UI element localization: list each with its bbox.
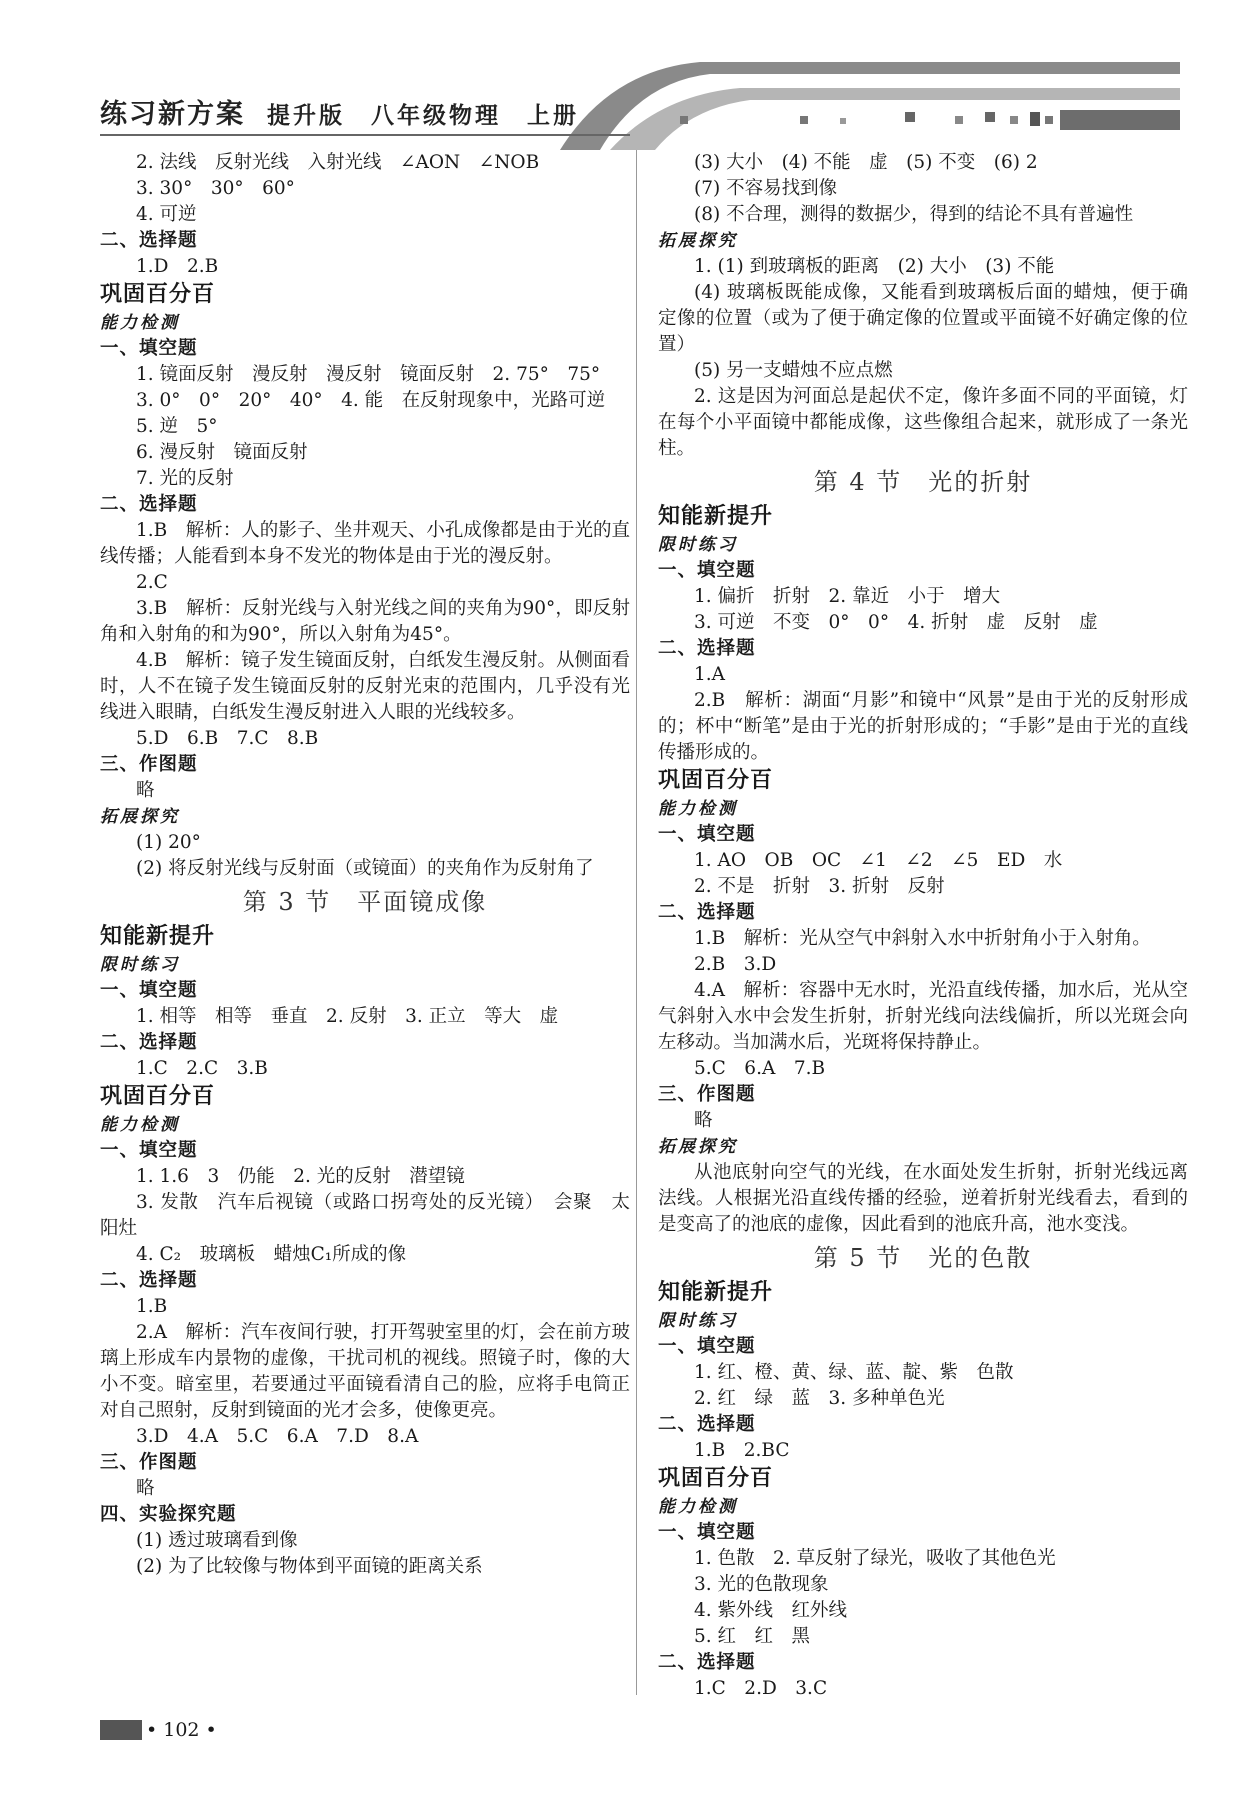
answer-line: 3. 30° 30° 60° (136, 178, 295, 199)
answer-line: 1. 1.6 3 仍能 2. 光的反射 潜望镜 (136, 1166, 465, 1187)
answer-line: 1.C 2.D 3.C (694, 1678, 828, 1699)
block-heading: 知能新提升 (658, 1280, 774, 1305)
section-heading (658, 1238, 1188, 1278)
answer-line: 5. 红 红 黑 (694, 1626, 811, 1647)
answer-line: 1.A (694, 664, 726, 685)
answer-line: (2) 为了比较像与物体到平面镜的距离关系 (136, 1556, 483, 1577)
question-type-heading: 一、填空题 (100, 1140, 198, 1161)
left-column (100, 150, 630, 1580)
question-type-heading: 一、填空题 (658, 560, 756, 581)
answer-line: 2. 不是 折射 3. 折射 反射 (694, 876, 945, 897)
subsection-heading: 拓展探究 (658, 231, 738, 251)
question-type-heading: 三、作图题 (100, 1452, 198, 1473)
book-subtitle: 提升版 八年级物理 上册 (267, 102, 579, 129)
answer-line: 1.B 解析：光从空气中斜射入水中折射角小于入射角。 (694, 928, 1151, 949)
footer-bar (100, 1720, 142, 1740)
question-type-heading: 一、填空题 (658, 1522, 756, 1543)
answer-line: 1.D 2.B (136, 256, 219, 277)
answer-line: 4. 紫外线 红外线 (694, 1600, 848, 1621)
answer-paragraph: 从池底射向空气的光线，在水面处发生折射，折射光线远离法线。人根据光沿直线传播的经验，逆着折射光线看去，看到的是变高了的池底的虚像，因此看到的池底升高，池水变浅。 (658, 1162, 1188, 1235)
section-heading (100, 882, 630, 922)
answer-line: (7) 不容易找到像 (694, 178, 838, 199)
right-column (658, 150, 1188, 1702)
question-type-heading: 二、选择题 (100, 1032, 198, 1053)
subsection-heading: 能力检测 (100, 313, 180, 333)
question-type-heading: 三、作图题 (100, 754, 198, 775)
header-rule (100, 134, 630, 136)
answer-line: 3. 光的色散现象 (694, 1574, 829, 1595)
section-title: 光的折射 (928, 468, 1033, 496)
answer-line: 3. 0° 0° 20° 40° 4. 能 在反射现象中，光路可逆 (136, 390, 606, 411)
answer-line: 4. C₂ 玻璃板 蜡烛C₁所成的像 (136, 1244, 407, 1265)
question-type-heading: 一、填空题 (100, 338, 198, 359)
question-type-heading: 三、作图题 (658, 1084, 756, 1105)
answer-line: (1) 20° (136, 832, 201, 853)
subsection-heading: 限时练习 (100, 955, 180, 975)
answer-paragraph: (2) 将反射光线与反射面（或镜面）的夹角作为反射角了 (136, 858, 594, 879)
section-number: 第 4 节 (813, 468, 903, 496)
answer-line: (8) 不合理，测得的数据少，得到的结论不具有普遍性 (694, 204, 1134, 225)
answer-line: 4. 可逆 (136, 204, 197, 225)
question-type-heading: 二、选择题 (658, 638, 756, 659)
question-type-heading: 二、选择题 (100, 1270, 198, 1291)
question-type-heading: 一、填空题 (658, 824, 756, 845)
question-type-heading: 二、选择题 (100, 230, 198, 251)
answer-line: 1. 相等 相等 垂直 2. 反射 3. 正立 等大 虚 (136, 1006, 559, 1027)
answer-line: 2.C (136, 572, 168, 593)
answer-line: 5. 逆 5° (136, 416, 218, 437)
answer-line: 1.C 2.C 3.B (136, 1058, 268, 1079)
question-type-heading: 二、选择题 (658, 902, 756, 923)
answer-line: (3) 大小 (4) 不能 虚 (5) 不变 (6) 2 (694, 152, 1038, 173)
subsection-heading: 拓展探究 (658, 1137, 738, 1157)
answer-paragraph: 3. 发散 汽车后视镜（或路口拐弯处的反光镜） 会聚 太阳灶 (100, 1192, 630, 1239)
answer-line: 3.D 4.A 5.C 6.A 7.D 8.A (136, 1426, 419, 1447)
answer-line: 1. 红、橙、黄、绿、蓝、靛、紫 色散 (694, 1362, 1014, 1383)
section-title: 平面镜成像 (357, 888, 488, 916)
answer-line: 略 (136, 780, 155, 801)
question-type-heading: 二、选择题 (658, 1652, 756, 1673)
subsection-heading: 能力检测 (100, 1115, 180, 1135)
block-heading: 巩固百分百 (658, 1466, 774, 1491)
section-number: 第 3 节 (242, 888, 332, 916)
answer-line: 1.B (136, 1296, 168, 1317)
column-divider (636, 150, 637, 1695)
answer-line: 3. 可逆 不变 0° 0° 4. 折射 虚 反射 虚 (694, 612, 1098, 633)
subsection-heading: 拓展探究 (100, 807, 180, 827)
answer-line: (5) 另一支蜡烛不应点燃 (694, 360, 893, 381)
question-type-heading: 二、选择题 (100, 494, 198, 515)
answer-paragraph: 2.B 解析：湖面“月影”和镜中“风景”是由于光的反射形成的；杯中“断笔”是由于光的折射形成的；“手影”是由于光的直线传播形成的。 (658, 690, 1188, 763)
subsection-heading: 限时练习 (658, 535, 738, 555)
question-type-heading: 一、填空题 (658, 1336, 756, 1357)
block-heading: 巩固百分百 (100, 282, 216, 307)
question-type-heading: 一、填空题 (100, 980, 198, 1001)
answer-line: 1. 偏折 折射 2. 靠近 小于 增大 (694, 586, 1001, 607)
answer-paragraph: (4) 玻璃板既能成像，又能看到玻璃板后面的蜡烛，便于确定像的位置（或为了便于确定像的位置或平面镜不好确定像的位置） (658, 282, 1188, 355)
subsection-heading: 能力检测 (658, 799, 738, 819)
page-number: • 102 • (146, 1719, 217, 1741)
answer-paragraph: 2.A 解析：汽车夜间行驶，打开驾驶室里的灯，会在前方玻璃上形成车内景物的虚像，干扰司机的视线。照镜子时，像的大小不变。暗室里，若要通过平面镜看清自己的脸，应将手电筒正对自己照射，反射到镜面的光才会多，使像更亮。 (100, 1322, 630, 1421)
subsection-heading: 能力检测 (658, 1497, 738, 1517)
answer-line: (1) 透过玻璃看到像 (136, 1530, 298, 1551)
answer-paragraph: 2. 这是因为河面总是起伏不定，像许多面不同的平面镜，灯在每个小平面镜中都能成像，这些像组合起来，就形成了一条光柱。 (658, 386, 1188, 459)
question-type-heading: 四、实验探究题 (100, 1504, 237, 1525)
page-header (0, 0, 1250, 150)
answer-line: 1. AO OB OC ∠1 ∠2 ∠5 ED 水 (694, 850, 1063, 871)
answer-line: 5.C 6.A 7.B (694, 1058, 826, 1079)
block-heading: 巩固百分百 (100, 1084, 216, 1109)
answer-line: 2. 法线 反射光线 入射光线 ∠AON ∠NOB (136, 152, 540, 173)
answer-paragraph: 3.B 解析：反射光线与入射光线之间的夹角为90°，即反射角和入射角的和为90°，所以入射角为45°。 (100, 598, 630, 645)
answer-line: 1. (1) 到玻璃板的距离 (2) 大小 (3) 不能 (694, 256, 1055, 277)
section-number: 第 5 节 (813, 1244, 903, 1272)
answer-line: 略 (136, 1478, 155, 1499)
answer-paragraph: 4.A 解析：容器中无水时，光沿直线传播，加水后，光从空气斜射入水中会发生折射，折射光线向法线偏折，所以光斑会向左移动。当加满水后，光斑将保持静止。 (658, 980, 1188, 1053)
answer-line: 6. 漫反射 镜面反射 (136, 442, 308, 463)
book-title: 练习新方案 (100, 99, 245, 130)
answer-line: 2.B 3.D (694, 954, 777, 975)
section-title: 光的色散 (928, 1244, 1033, 1272)
answer-line: 略 (694, 1110, 713, 1131)
answer-line: 1.B 2.BC (694, 1440, 790, 1461)
answer-line: 5.D 6.B 7.C 8.B (136, 728, 319, 749)
question-type-heading: 二、选择题 (658, 1414, 756, 1435)
block-heading: 知能新提升 (100, 924, 216, 949)
answer-line: 1. 镜面反射 漫反射 漫反射 镜面反射 2. 75° 75° (136, 364, 601, 385)
subsection-heading: 限时练习 (658, 1311, 738, 1331)
answer-paragraph: 1.B 解析：人的影子、坐井观天、小孔成像都是由于光的直线传播；人能看到本身不发光的物体是由于光的漫反射。 (100, 520, 630, 567)
answer-line: 7. 光的反射 (136, 468, 234, 489)
header-title (100, 92, 579, 131)
block-heading: 知能新提升 (658, 504, 774, 529)
answer-line: 2. 红 绿 蓝 3. 多种单色光 (694, 1388, 945, 1409)
section-heading (658, 462, 1188, 502)
answer-line: 1. 色散 2. 草反射了绿光，吸收了其他色光 (694, 1548, 1056, 1569)
block-heading: 巩固百分百 (658, 768, 774, 793)
answer-paragraph: 4.B 解析：镜子发生镜面反射，白纸发生漫反射。从侧面看时，人不在镜子发生镜面反射的反射光束的范围内，几乎没有光线进入眼睛，白纸发生漫反射进入人眼的光线较多。 (100, 650, 630, 723)
